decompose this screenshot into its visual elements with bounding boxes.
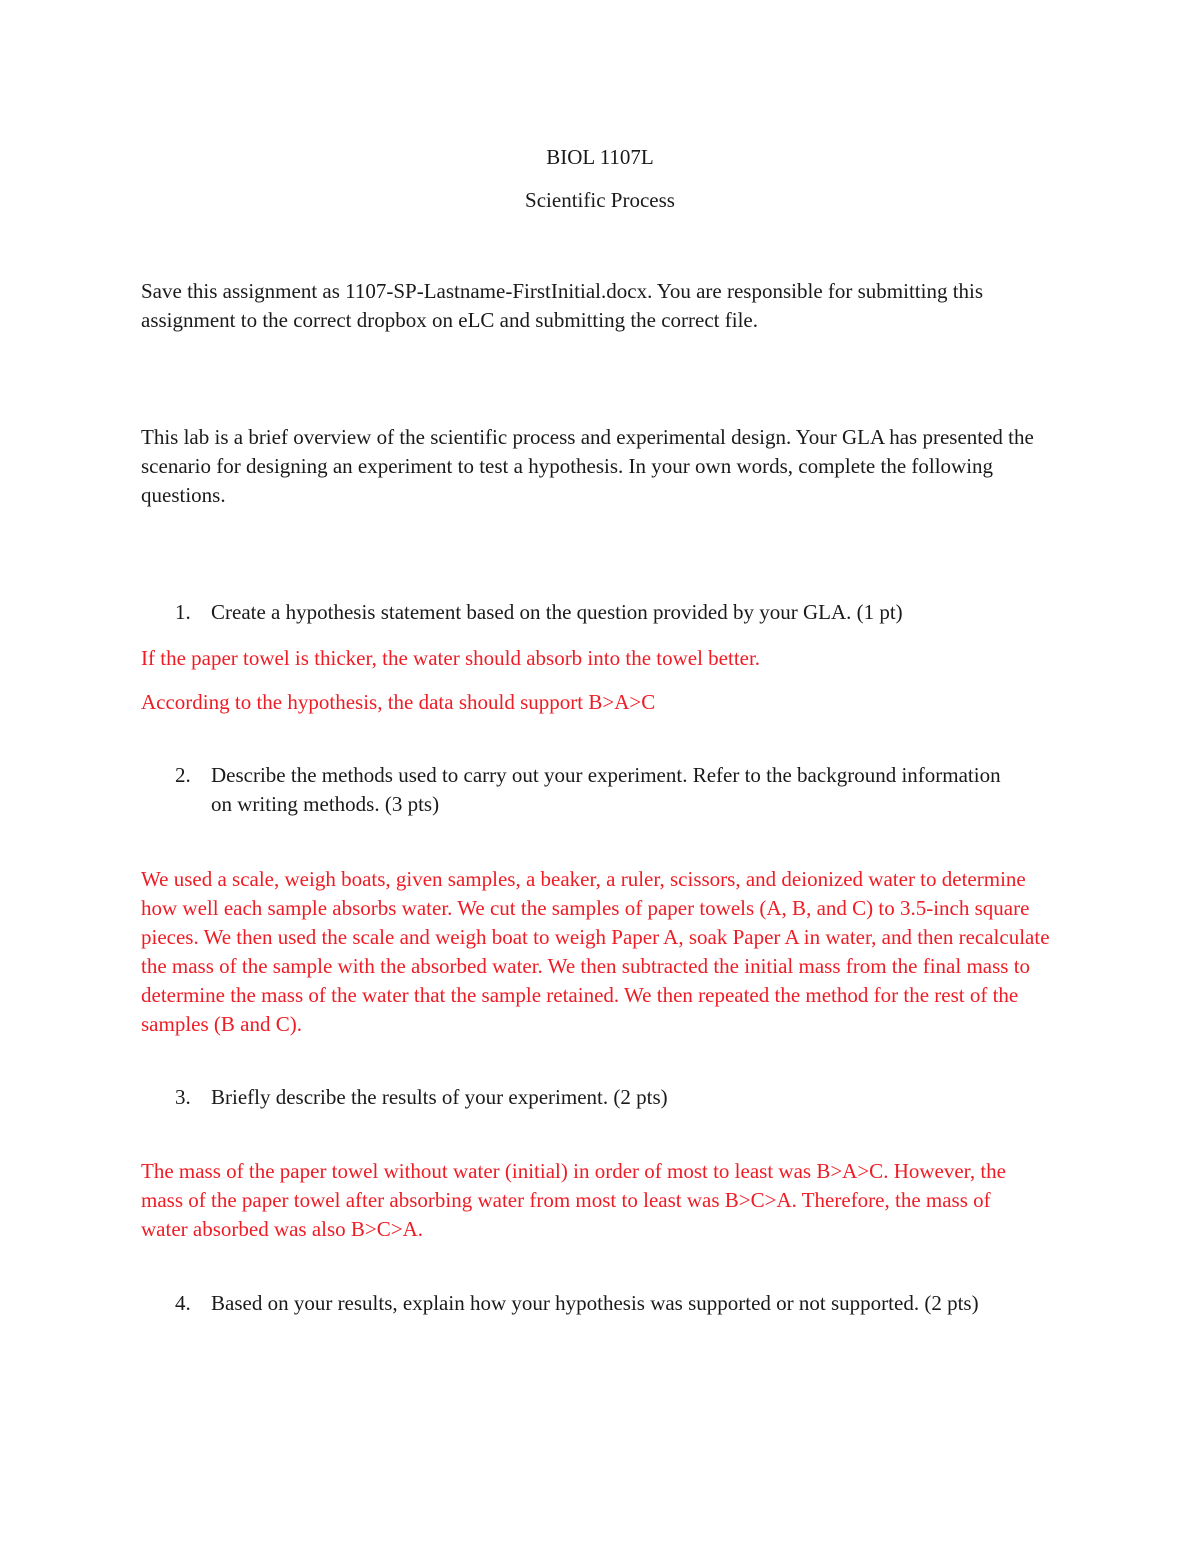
question-text: Describe the methods used to carry out your experiment. Refer to the background information on writing methods. (3 pts) xyxy=(211,763,1001,816)
answer-2-methods: We used a scale, weigh boats, given samples, a beaker, a ruler, scissors, and deionized water to determine how well each sample absorbs water. We cut the samples of paper towels (A, B, and C) to 3.5-inch square pieces. We then used the scale and weigh boat to weigh Paper A, soak Paper A in water, and then recalculate the mass of the sample with the absorbed water. We then subtracted the initial mass from the final mass to determine the mass of the water that the sample retained. We then repeated the method for the rest of the samples (B and C). xyxy=(141,867,1050,1036)
lab-overview: This lab is a brief overview of the scientific process and experimental design. Your GLA has presented the scenario for designing an experiment to test a hypothesis. In your own words, complete the following questions. xyxy=(141,425,1034,507)
save-instructions: Save this assignment as 1107-SP-Lastname-FirstInitial.docx. You are responsible for submitting this assignment to the correct dropbox on eLC and submitting the correct file. xyxy=(141,279,984,332)
answer-1-hypothesis: If the paper towel is thicker, the water should absorb into the towel better. xyxy=(141,646,761,670)
question-number: 3. xyxy=(175,1085,191,1109)
answer-1-prediction: According to the hypothesis, the data should support B>A>C xyxy=(141,690,656,714)
question-number: 2. xyxy=(175,763,191,787)
question-number: 1. xyxy=(175,600,191,624)
course-code: BIOL 1107L xyxy=(546,145,654,169)
question-text: Create a hypothesis statement based on the question provided by your GLA. (1 pt) xyxy=(211,600,903,624)
question-3 xyxy=(141,1083,1041,1112)
question-text: Briefly describe the results of your experiment. (2 pts) xyxy=(211,1085,668,1109)
question-text: Based on your results, explain how your hypothesis was supported or not supported. (2 pts) xyxy=(211,1291,979,1315)
question-4 xyxy=(141,1289,1041,1318)
answer-3-results: The mass of the paper towel without water (initial) in order of most to least was B>A>C. However, the mass of the paper towel after absorbing water from most to least was B>C>A. Therefore, the mass of water absorbed was also B>C>A. xyxy=(141,1159,1006,1241)
question-1 xyxy=(141,598,1041,627)
question-number: 4. xyxy=(175,1291,191,1315)
question-2 xyxy=(141,761,1001,819)
document-title: Scientific Process xyxy=(525,188,675,212)
